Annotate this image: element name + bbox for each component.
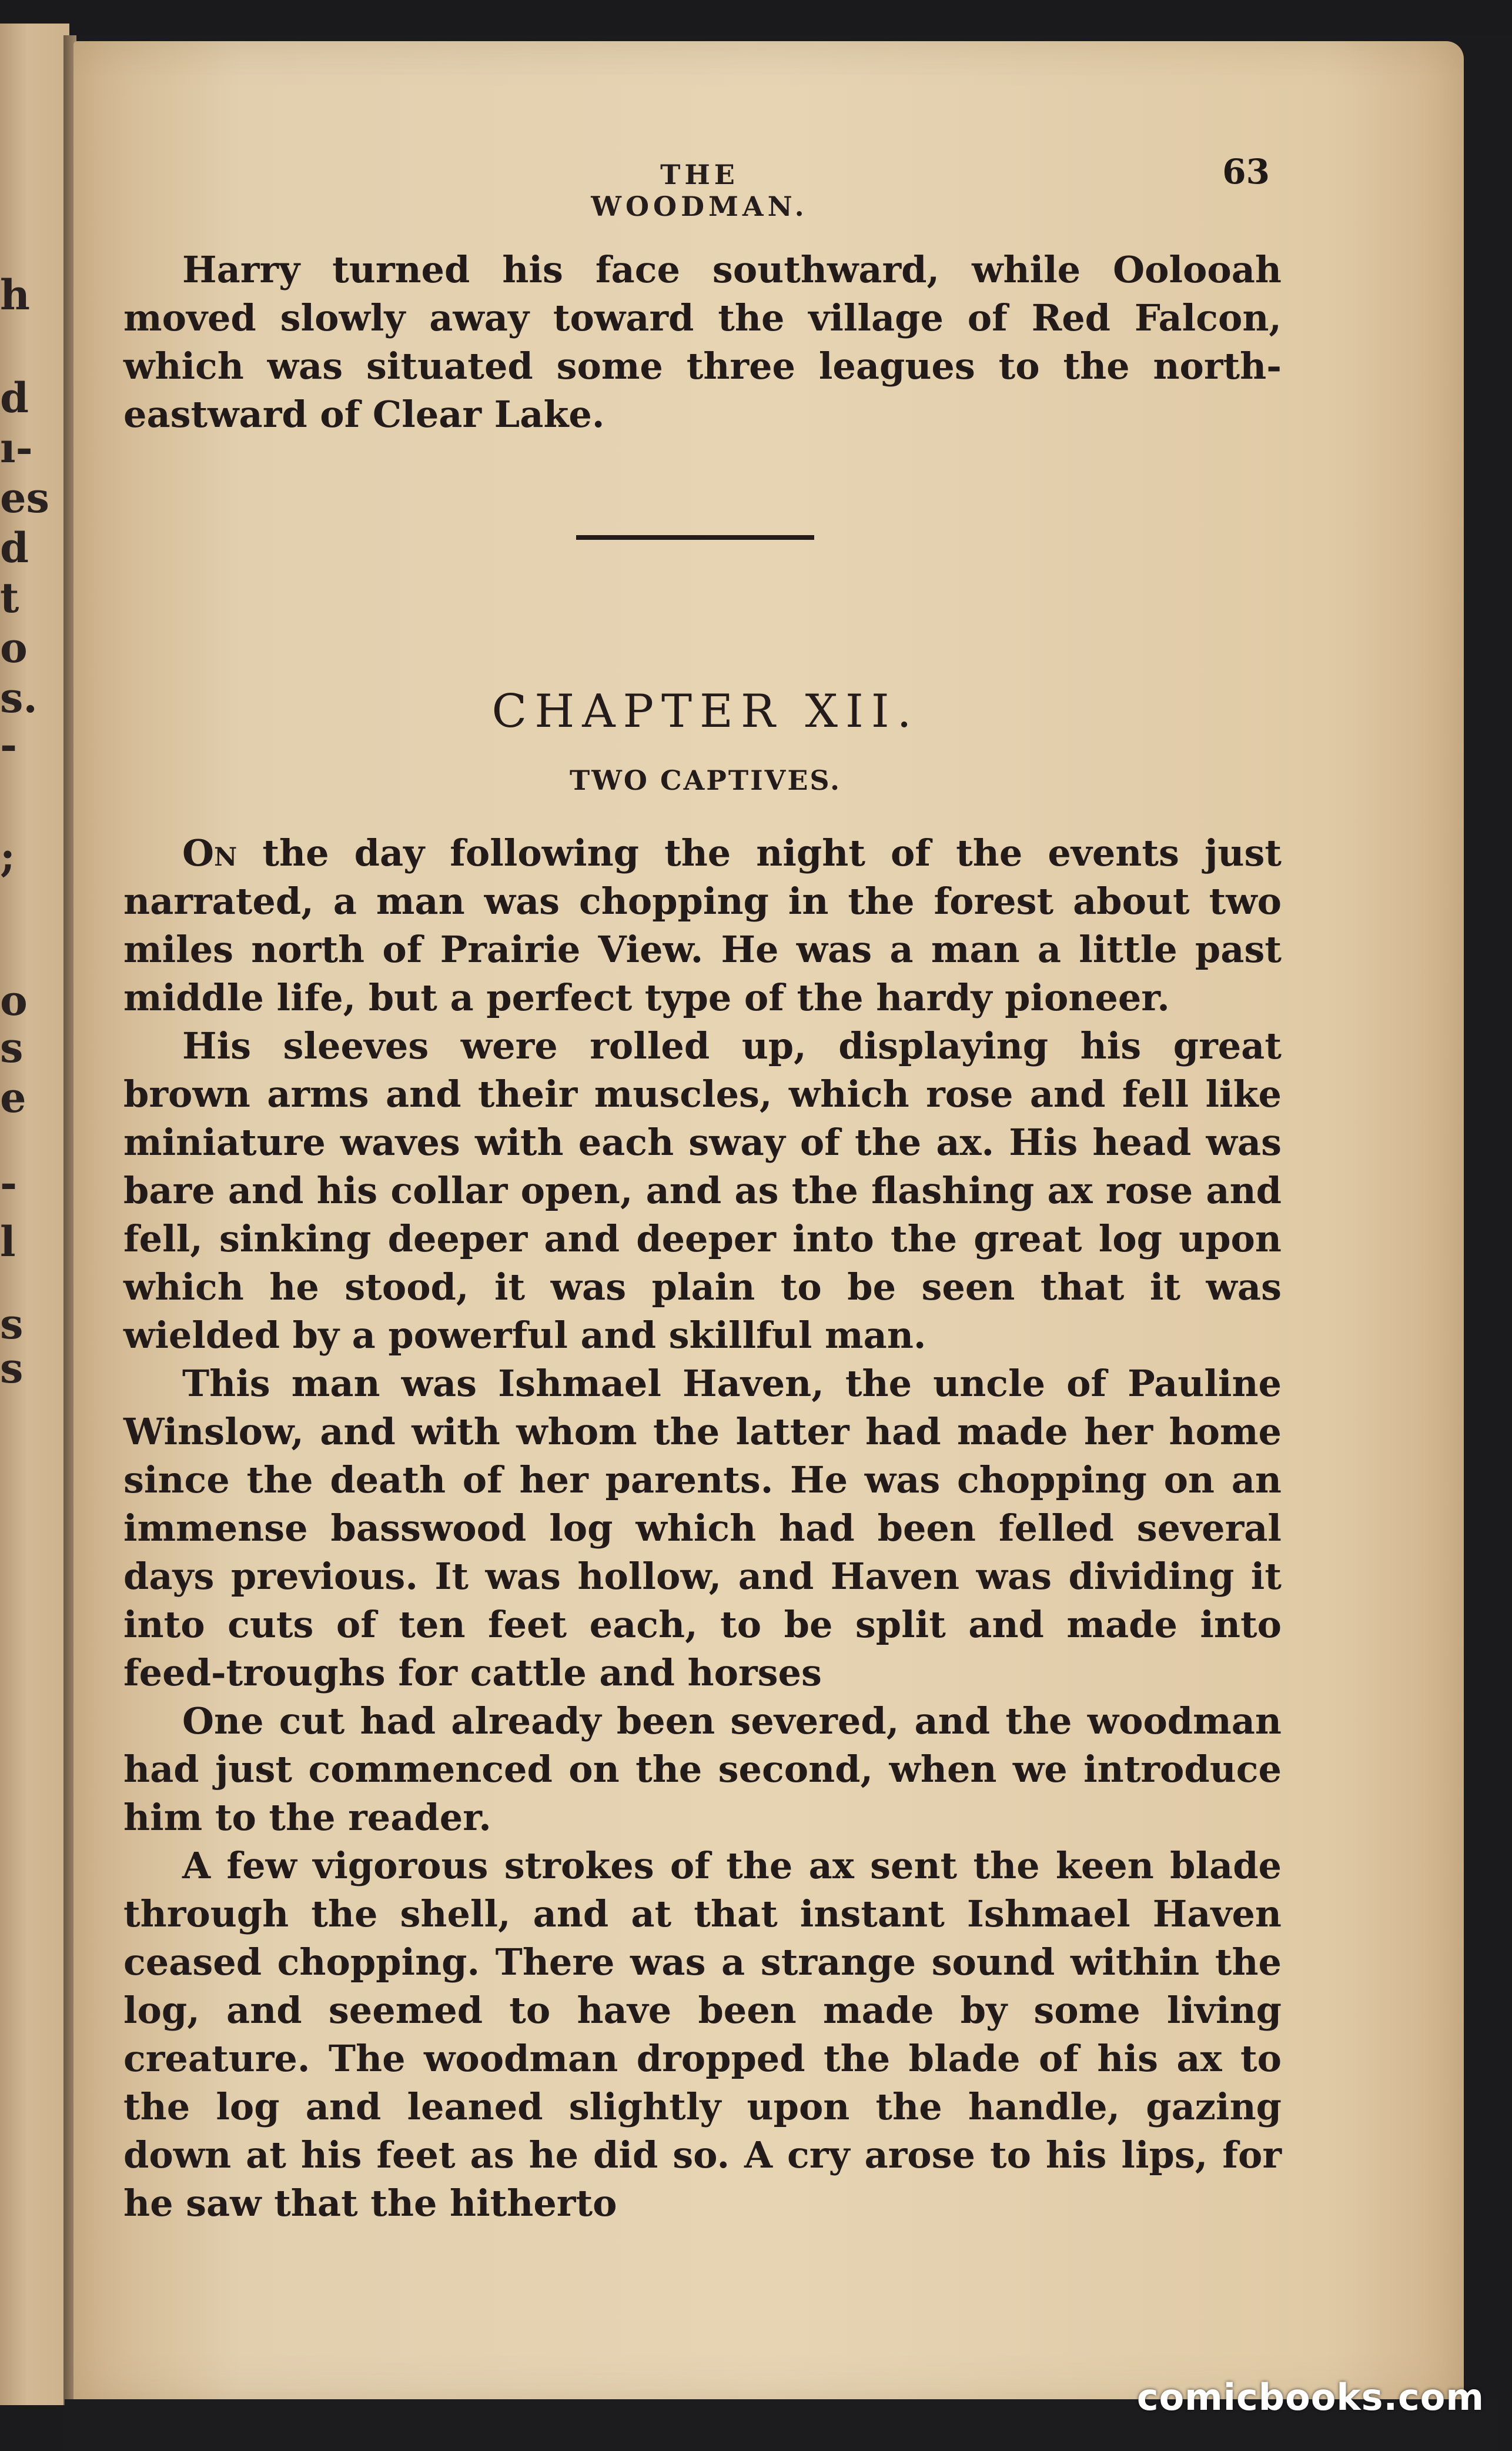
running-head: THE WOODMAN. (591, 159, 808, 222)
left-page-fragment: d (0, 373, 29, 422)
left-page-fragment: h (0, 271, 30, 319)
left-page-fragment: s (0, 1023, 24, 1072)
left-page-fragment: o (0, 623, 28, 672)
paragraph: This man was Ishmael Haven, the uncle of Pauline Winslow, and with whom the latter had made her home since the death of her parents. He was chopping on an immense basswood log which had been felled several days previous. It was hollow, and Haven was dividing it into cuts of ten feet each, to be split and made into feed-troughs for cattle and horses (123, 1362, 1282, 1694)
paragraph: Harry turned his face southward, while Oolooah moved slowly away toward the village of Red Falcon, which was situated some three leagues to the north-eastward of Clear Lake. (123, 248, 1282, 436)
left-page-fragment: o (0, 976, 28, 1025)
left-page-fragment: l (0, 1217, 16, 1266)
scan-top-edge (0, 0, 1512, 35)
paragraph: One cut had already been severed, and the woodman had just commenced on the second, when we introduce him to the reader. (123, 1699, 1282, 1839)
chapter-body (123, 829, 1282, 2228)
section-divider-rule (576, 535, 814, 540)
top-paragraph (123, 246, 1282, 439)
left-page-fragment: - (0, 1158, 18, 1207)
left-page-fragment: e (0, 1073, 26, 1122)
watermark: comicbooks.com (1136, 2376, 1484, 2419)
left-page-fragment: t (0, 573, 19, 622)
drop-word: On (182, 832, 237, 874)
left-page-fragment: d (0, 523, 29, 572)
left-page-fragment: s. (0, 673, 38, 722)
chapter-title: CHAPTER XII. (491, 685, 919, 738)
left-page-fragment: - (0, 720, 18, 769)
left-page-fragment: ı- (0, 423, 33, 472)
page-number: 63 (1222, 152, 1270, 192)
left-page-fragment: ; (0, 832, 15, 881)
left-page-sliver (0, 24, 69, 2405)
paragraph: A few vigorous strokes of the ax sent the keen blade through the shell, and at that instant Ishmael Haven ceased chopping. There was a strange sound within the log, and seemed to have been made by some living creature. The woodman dropped the blade of his ax to the log and leaned slightly upon the handle, gazing down at his feet as he did so. A cry arose to his lips, for he saw that the hitherto (123, 1844, 1282, 2225)
left-page-fragment: es (0, 473, 49, 522)
chapter-opening-paragraph (123, 829, 1282, 1022)
paragraph-text: the day following the night of the events just narrated, a man was chopping in the forest about two miles north of Prairie View. He was a man a little past middle life, but a perfect type of the hardy pioneer. (123, 832, 1282, 1019)
paragraph: His sleeves were rolled up, displaying his great brown arms and their muscles, which rose and fell like miniature waves with each sway of the ax. His head was bare and his collar open, and as the flashing ax rose and fell, sinking deeper and deeper into the great log upon which he stood, it was plain to be seen that it was wielded by a powerful and skillful man. (123, 1024, 1282, 1357)
left-page-fragment: s (0, 1300, 24, 1348)
left-page-fragment: s (0, 1344, 24, 1393)
chapter-subtitle: TWO CAPTIVES. (570, 764, 841, 796)
